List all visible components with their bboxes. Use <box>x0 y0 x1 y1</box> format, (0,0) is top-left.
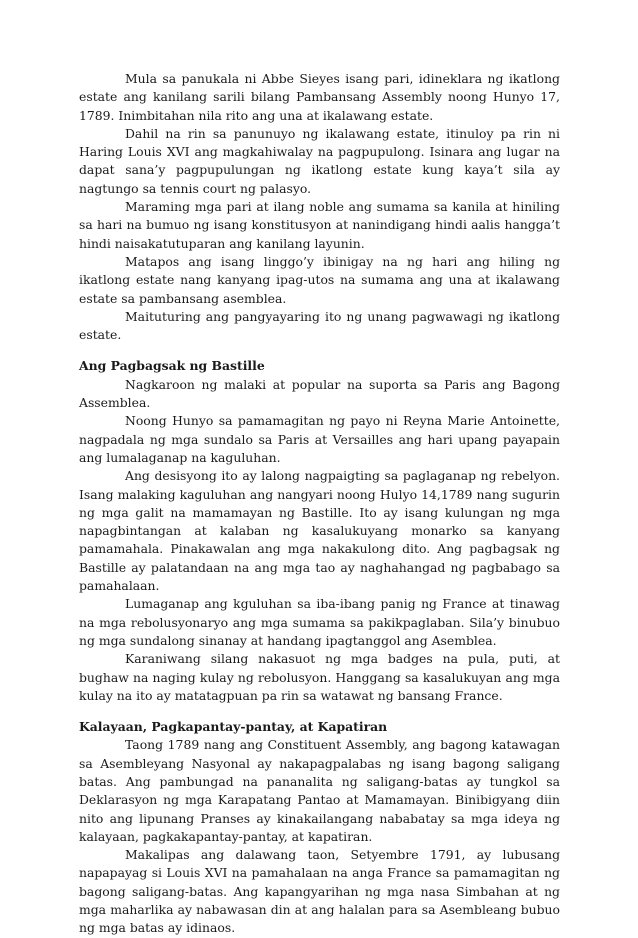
section-heading-kalayaan: Kalayaan, Pagkapantay-pantay, at Kapatiran <box>79 719 388 735</box>
paragraph: Maituturing ang pangyayaring ito ng unang pagwawagi ng ikatlong estate. <box>79 308 560 343</box>
paragraph: Makalipas ang dalawang taon, Setyembre 1791, ay lubusang napapayag si Louis XVI na pamahalaan na anga France sa pamamagitan ng bagong saligang-batas. Ang kapangyarihan ng mga nasa Simbahan at ng mga maharlika ay nabawasan din at ang halalan para sa Asembleang bubuo ng mga batas ay idinaos. <box>79 847 560 936</box>
paragraph: Lumaganap ang kguluhan sa iba-ibang panig ng France at tinawag na mga rebolusyonaryo ang mga sumama sa pakikpaglaban. Sila’y binubuo ng mga sundalong sinanay at handang ipagtanggol ang Asemblea. <box>79 596 560 648</box>
document-body <box>79 70 560 938</box>
section-spacer <box>79 344 560 357</box>
paragraph: Maraming mga pari at ilang noble ang sumama sa kanila at hiniling sa hari na bumuo ng isang konstitusyon at nanindigang hindi aalis hangga’t hindi naisakatutuparan ang kanilang layunin. <box>79 199 560 251</box>
paragraph: Nagkaroon ng malaki at popular na suporta sa Paris ang Bagong Assemblea. <box>79 376 560 411</box>
paragraph: Matapos ang isang linggo’y ibinigay na ng hari ang hiling ng ikatlong estate nang kanyang ipag-utos na sumama ang una at ikalawang estate sa pambansang asemblea. <box>79 253 560 306</box>
paragraph: Noong Hunyo sa pamamagitan ng payo ni Reyna Marie Antoinette, nagpadala ng mga sundalo sa Paris at Versailles ang hari upang payapain ang lumalaganap na kaguluhan. <box>79 413 560 465</box>
paragraph: Dahil na rin sa panunuyo ng ikalawang estate, itinuloy pa rin ni Haring Louis XVI ang magkahiwalay na pagpupulong. Isinara ang lugar na dapat sana’y pagpupulungan ng ikatlong estate kung kaya’t sila ay nagtungo sa tennis court ng palasyo. <box>79 125 560 196</box>
paragraph: Mula sa panukala ni Abbe Sieyes isang pari, idineklara ng ikatlong estate ang kanilang sarili bilang Pambansang Assembly noong Hunyo 17, 1789. Inimbitahan nila rito ang una at ikalawang estate. <box>79 71 560 123</box>
paragraph: Karaniwang silang nakasuot ng mga badges na pula, puti, at bughaw na naging kulay ng rebolusyon. Hanggang sa kasalukuyan ang mga kulay na ito ay matatagpuan pa rin sa watawat ng bansang France. <box>79 651 560 703</box>
section-spacer <box>79 705 560 718</box>
paragraph: Taong 1789 nang ang Constituent Assembly, ang bagong katawagan sa Asembleyang Nasyonal ay nakapagpalabas ng isang bagong saligang batas. Ang pambungad na pananalita ng saligang-batas ay tungkol sa Deklarasyon ng mga Karapatang Pantao at Mamamayan. Binibigyang diin nito ang lipunang Pranses ay kinakailangang nababatay sa mga ideya ng kalayaan, pagkakapantay-pantay, at kapatiran. <box>79 737 560 844</box>
paragraph: Ang desisyong ito ay lalong nagpaigting sa paglaganap ng rebelyon. Isang malaking kaguluhan ang nangyari noong Hulyo 14,1789 nang sugurin ng mga galit na mamamayan ng Bastille. Ito ay isang kulungan ng mga napagbintangan at kalaban ng kasalukuyang monarko sa kanyang pamamahala. Pinakawalan ang mga nakakulong dito. Ang pagbagsak ng Bastille ay palatandaan na ang mga tao ay naghahangad ng pagbabago sa pamahalaan. <box>79 468 560 594</box>
section-heading-bastille: Ang Pagbagsak ng Bastille <box>79 358 265 374</box>
